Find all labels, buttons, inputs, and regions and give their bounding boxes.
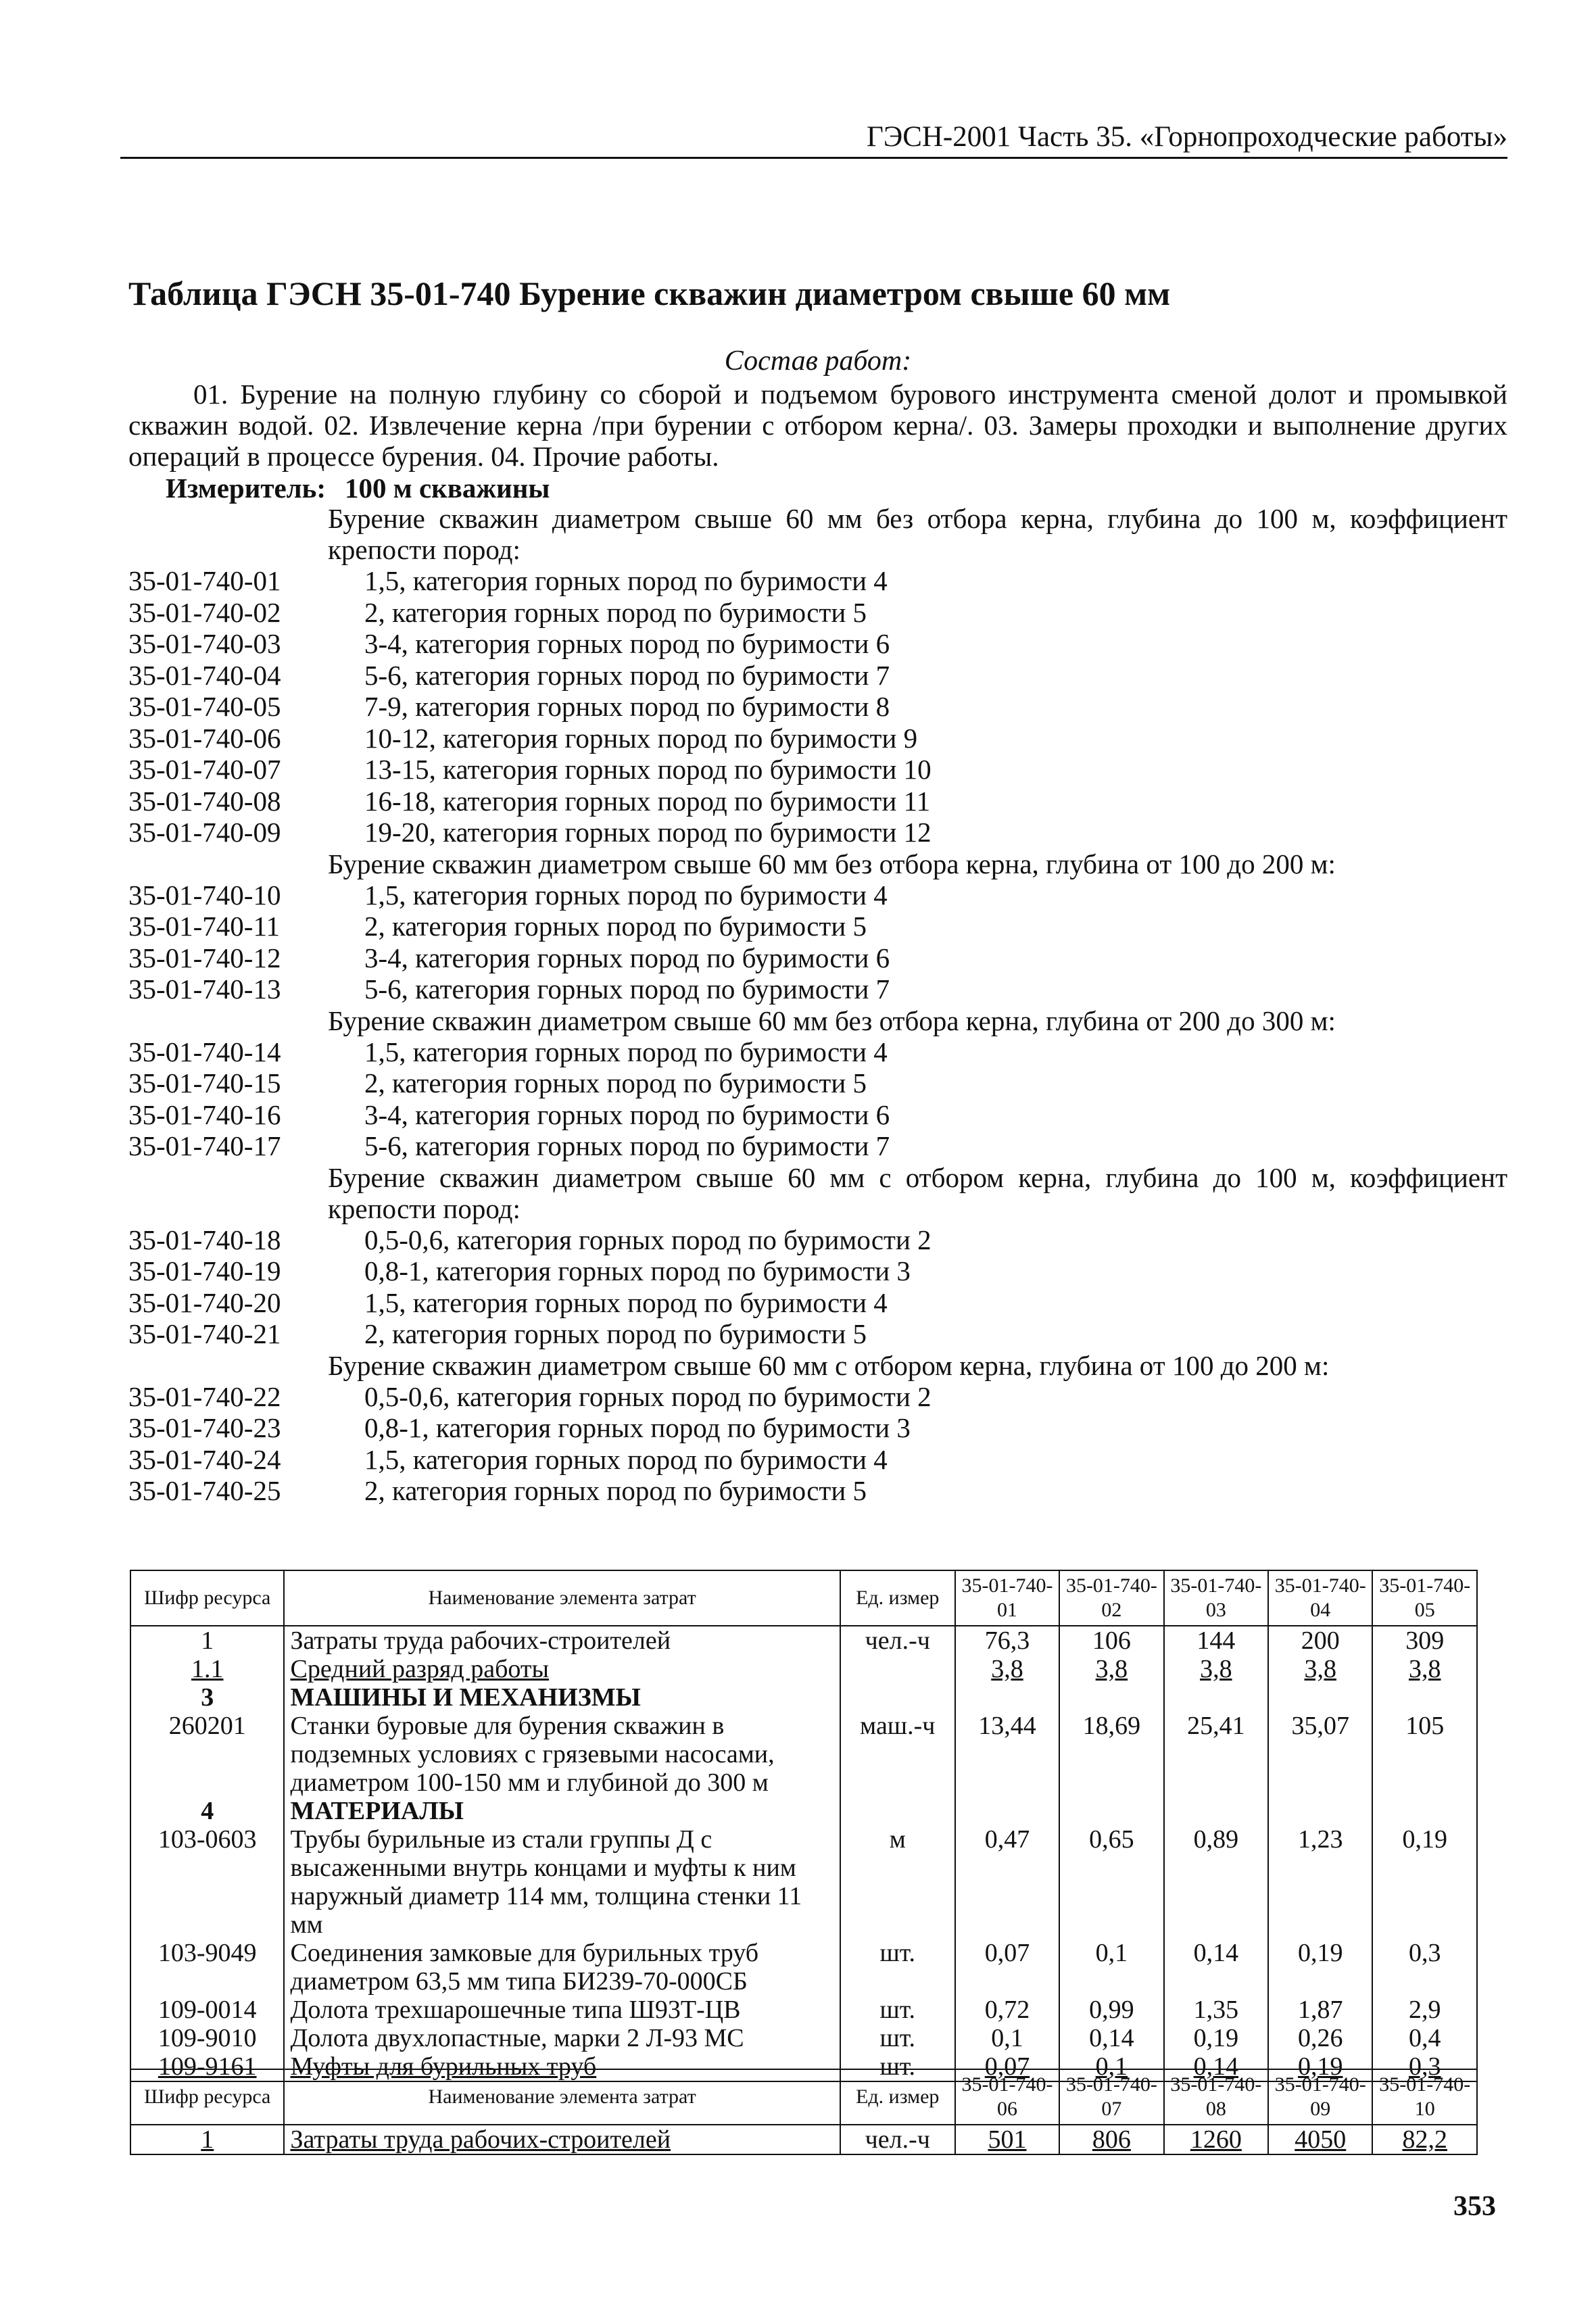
resource-code: 109-9161 xyxy=(130,2052,284,2081)
resource-value xyxy=(1268,1683,1372,1712)
resource-value: 82,2 xyxy=(1372,2125,1477,2154)
item-description: 1,5, категория горных пород по буримости 4 xyxy=(364,1036,888,1067)
item-code: 35-01-740-22 xyxy=(128,1380,281,1412)
header-norm-code: 35-01-740-03 xyxy=(1164,1570,1268,1626)
resource-value: 0,89 xyxy=(1164,1825,1268,1939)
resource-value: 0,1 xyxy=(1059,1939,1163,1996)
item-description: 2, категория горных пород по буримости 5 xyxy=(364,1067,867,1099)
group-heading: Бурение скважин диаметром свыше 60 мм с отбором керна, глубина до 100 м, коэффициент крепости пород: xyxy=(328,1161,1507,1224)
resource-value: 501 xyxy=(955,2125,1059,2154)
item-row xyxy=(128,942,1507,974)
item-description: 7-9, категория горных пород по буримости 8 xyxy=(364,691,890,722)
resource-value: 25,41 xyxy=(1164,1712,1268,1797)
item-code: 35-01-740-15 xyxy=(128,1067,281,1099)
resource-unit: шт. xyxy=(840,2052,955,2081)
resource-value: 105 xyxy=(1372,1712,1477,1797)
item-row xyxy=(128,973,1507,1005)
resource-name: Муфты для бурильных труб xyxy=(284,2052,840,2081)
resource-value: 1,35 xyxy=(1164,1996,1268,2024)
table-header-row xyxy=(130,1570,1477,1626)
table-row xyxy=(130,1683,1477,1712)
item-code: 35-01-740-12 xyxy=(128,942,281,973)
resource-value: 3,8 xyxy=(1372,1655,1477,1683)
header-norm-code: 35-01-740-05 xyxy=(1372,1570,1477,1626)
resource-value: 1,87 xyxy=(1268,1996,1372,2024)
item-row xyxy=(128,754,1507,786)
item-description: 2, категория горных пород по буримости 5 xyxy=(364,911,867,942)
group-heading: Бурение скважин диаметром свыше 60 мм без отбора керна, глубина от 100 до 200 м: xyxy=(328,848,1336,879)
item-row xyxy=(128,1412,1507,1444)
resource-value: 0,14 xyxy=(1059,2024,1163,2052)
resource-value: 0,19 xyxy=(1372,1825,1477,1939)
resource-code: 3 xyxy=(130,1683,284,1712)
resource-value xyxy=(1164,1797,1268,1825)
resource-code: 109-0014 xyxy=(130,1996,284,2024)
items-block xyxy=(128,503,1507,1507)
resource-value: 0,1 xyxy=(1059,2052,1163,2081)
resource-code: 1 xyxy=(130,1626,284,1655)
table-header-row xyxy=(130,2069,1477,2125)
item-code: 35-01-740-13 xyxy=(128,973,281,1005)
item-code: 35-01-740-25 xyxy=(128,1475,281,1506)
table-title: Таблица ГЭСН 35-01-740 Бурение скважин диаметром свыше 60 мм xyxy=(128,274,1171,312)
table-row xyxy=(130,1825,1477,1939)
header-norm-code: 35-01-740-07 xyxy=(1059,2069,1163,2125)
resource-name: МАТЕРИАЛЫ xyxy=(284,1797,840,1825)
resource-value: 3,8 xyxy=(1059,1655,1163,1683)
item-row xyxy=(128,1130,1507,1162)
resource-value xyxy=(1164,1683,1268,1712)
item-description: 5-6, категория горных пород по буримости 7 xyxy=(364,973,890,1005)
header-name: Наименование элемента затрат xyxy=(284,1570,840,1626)
item-description: 0,5-0,6, категория горных пород по буримости 2 xyxy=(364,1224,932,1255)
running-header: ГЭСН-2001 Часть 35. «Горнопроходческие работы» xyxy=(866,121,1507,153)
resource-value: 0,14 xyxy=(1164,1939,1268,1996)
item-row xyxy=(128,628,1507,660)
resource-value: 0,4 xyxy=(1372,2024,1477,2052)
resource-name: Средний разряд работы xyxy=(284,1655,840,1683)
resource-unit xyxy=(840,1655,955,1683)
resource-unit xyxy=(840,1797,955,1825)
item-description: 3-4, категория горных пород по буримости 6 xyxy=(364,1099,890,1130)
item-row xyxy=(128,1381,1507,1413)
header-norm-code: 35-01-740-01 xyxy=(955,1570,1059,1626)
resource-name: Долота трехшарошечные типа Ш93Т-ЦВ xyxy=(284,1996,840,2024)
item-row xyxy=(128,565,1507,597)
resource-code: 103-0603 xyxy=(130,1825,284,1939)
resource-code: 260201 xyxy=(130,1712,284,1797)
group-heading: Бурение скважин диаметром свыше 60 мм без отбора керна, глубина от 200 до 300 м: xyxy=(328,1005,1336,1036)
resource-value xyxy=(1372,1683,1477,1712)
header-code: Шифр ресурса xyxy=(130,2069,284,2125)
resource-unit: шт. xyxy=(840,2024,955,2052)
item-row xyxy=(128,1099,1507,1131)
table-row xyxy=(130,1939,1477,1996)
resource-code: 1.1 xyxy=(130,1655,284,1683)
item-description: 1,5, категория горных пород по буримости 4 xyxy=(364,879,888,911)
item-row xyxy=(128,1444,1507,1476)
item-code: 35-01-740-11 xyxy=(128,911,280,942)
resource-value: 0,19 xyxy=(1164,2024,1268,2052)
table-row xyxy=(130,2125,1477,2154)
header-code: Шифр ресурса xyxy=(130,1570,284,1626)
item-code: 35-01-740-19 xyxy=(128,1255,281,1286)
resource-value: 806 xyxy=(1059,2125,1163,2154)
item-code: 35-01-740-17 xyxy=(128,1130,281,1161)
table-row xyxy=(130,1797,1477,1825)
item-code: 35-01-740-24 xyxy=(128,1443,281,1475)
item-description: 2, категория горных пород по буримости 5 xyxy=(364,596,867,628)
item-description: 1,5, категория горных пород по буримости 4 xyxy=(364,565,888,596)
resource-name: Соединения замковые для бурильных труб диаметром 63,5 мм типа БИ239-70-000СБ xyxy=(284,1939,840,1996)
resource-code: 4 xyxy=(130,1797,284,1825)
item-row xyxy=(128,597,1507,629)
item-code: 35-01-740-16 xyxy=(128,1099,281,1130)
header-norm-code: 35-01-740-08 xyxy=(1164,2069,1268,2125)
resource-code: 103-9049 xyxy=(130,1939,284,1996)
resource-value xyxy=(955,1797,1059,1825)
resource-name: Затраты труда рабочих-строителей xyxy=(284,2125,840,2154)
meter-label: Измеритель: xyxy=(166,473,327,504)
header-norm-code: 35-01-740-02 xyxy=(1059,1570,1163,1626)
resource-value: 309 xyxy=(1372,1626,1477,1655)
resource-unit: шт. xyxy=(840,1939,955,1996)
table-row xyxy=(130,2024,1477,2052)
resource-value xyxy=(1059,1797,1163,1825)
item-row xyxy=(128,1036,1507,1068)
item-code: 35-01-740-05 xyxy=(128,691,281,722)
item-description: 13-15, категория горных пород по буримости 10 xyxy=(364,754,932,785)
item-code: 35-01-740-23 xyxy=(128,1412,281,1443)
item-code: 35-01-740-10 xyxy=(128,879,281,911)
resource-value: 2,9 xyxy=(1372,1996,1477,2024)
item-code: 35-01-740-01 xyxy=(128,565,281,596)
resource-name: МАШИНЫ И МЕХАНИЗМЫ xyxy=(284,1683,840,1712)
item-row xyxy=(128,1067,1507,1099)
item-row xyxy=(128,660,1507,692)
header-norm-code: 35-01-740-09 xyxy=(1268,2069,1372,2125)
table-row xyxy=(130,1712,1477,1797)
resource-value: 0,47 xyxy=(955,1825,1059,1939)
resource-value: 200 xyxy=(1268,1626,1372,1655)
item-description: 1,5, категория горных пород по буримости 4 xyxy=(364,1443,888,1475)
item-description: 2, категория горных пород по буримости 5 xyxy=(364,1318,867,1349)
item-description: 5-6, категория горных пород по буримости 7 xyxy=(364,1130,890,1161)
item-description: 2, категория горных пород по буримости 5 xyxy=(364,1475,867,1506)
resource-code: 1 xyxy=(130,2125,284,2154)
page-number: 353 xyxy=(1453,2191,1496,2222)
item-code: 35-01-740-06 xyxy=(128,722,281,754)
resource-value: 0,1 xyxy=(955,2024,1059,2052)
header-rule xyxy=(120,157,1507,159)
item-row xyxy=(128,911,1507,942)
resource-value: 18,69 xyxy=(1059,1712,1163,1797)
item-description: 5-6, категория горных пород по буримости 7 xyxy=(364,659,890,691)
group-heading: Бурение скважин диаметром свыше 60 мм без отбора керна, глубина до 100 м, коэффициент крепости пород: xyxy=(328,503,1507,565)
resource-value: 0,26 xyxy=(1268,2024,1372,2052)
resource-unit: маш.-ч xyxy=(840,1712,955,1797)
item-row xyxy=(128,879,1507,911)
item-row xyxy=(128,1224,1507,1256)
meter-value: 100 м скважины xyxy=(345,473,550,504)
resource-unit: чел.-ч xyxy=(840,1626,955,1655)
group-heading: Бурение скважин диаметром свыше 60 мм с отбором керна, глубина от 100 до 200 м: xyxy=(328,1349,1330,1381)
resource-name: Станки буровые для бурения скважин в подземных условиях с грязевыми насосами, диаметром 100-150 мм и глубиной до 300 м xyxy=(284,1712,840,1797)
item-description: 3-4, категория горных пород по буримости 6 xyxy=(364,942,890,973)
resource-value: 3,8 xyxy=(1268,1655,1372,1683)
resource-value: 35,07 xyxy=(1268,1712,1372,1797)
resource-value: 0,19 xyxy=(1268,2052,1372,2081)
item-code: 35-01-740-21 xyxy=(128,1318,281,1349)
item-row xyxy=(128,723,1507,754)
item-description: 3-4, категория горных пород по буримости 6 xyxy=(364,628,890,659)
resource-name: Трубы бурильные из стали группы Д с высаженными внутрь концами и муфты к ним наружный диаметр 114 мм, толщина стенки 11 мм xyxy=(284,1825,840,1939)
item-description: 19-20, категория горных пород по буримости 12 xyxy=(364,817,932,848)
resource-value: 3,8 xyxy=(1164,1655,1268,1683)
resource-value: 0,3 xyxy=(1372,1939,1477,1996)
item-code: 35-01-740-04 xyxy=(128,659,281,691)
item-description: 0,8-1, категория горных пород по буримости 3 xyxy=(364,1412,911,1443)
resource-value: 0,14 xyxy=(1164,2052,1268,2081)
item-description: 0,5-0,6, категория горных пород по буримости 2 xyxy=(364,1380,932,1412)
resource-value xyxy=(955,1683,1059,1712)
item-description: 16-18, категория горных пород по буримости 11 xyxy=(364,785,931,817)
resource-value: 0,72 xyxy=(955,1996,1059,2024)
work-composition-heading: Состав работ: xyxy=(724,345,912,377)
resource-unit: чел.-ч xyxy=(840,2125,955,2154)
resource-unit xyxy=(840,1683,955,1712)
item-code: 35-01-740-03 xyxy=(128,628,281,659)
header-unit: Ед. измер xyxy=(840,2069,955,2125)
item-row xyxy=(128,1255,1507,1287)
resource-table-2 xyxy=(130,2069,1478,2155)
header-unit: Ед. измер xyxy=(840,1570,955,1626)
header-name: Наименование элемента затрат xyxy=(284,2069,840,2125)
resource-value xyxy=(1268,1797,1372,1825)
item-row xyxy=(128,691,1507,723)
table-row xyxy=(130,1655,1477,1683)
resource-code: 109-9010 xyxy=(130,2024,284,2052)
item-row xyxy=(128,786,1507,817)
resource-value: 76,3 xyxy=(955,1626,1059,1655)
resource-value: 0,07 xyxy=(955,1939,1059,1996)
resource-value: 0,19 xyxy=(1268,1939,1372,1996)
resource-value: 144 xyxy=(1164,1626,1268,1655)
resource-value: 1,23 xyxy=(1268,1825,1372,1939)
header-norm-code: 35-01-740-04 xyxy=(1268,1570,1372,1626)
resource-value: 3,8 xyxy=(955,1655,1059,1683)
item-description: 10-12, категория горных пород по буримости 9 xyxy=(364,722,918,754)
item-code: 35-01-740-09 xyxy=(128,817,281,848)
resource-value: 13,44 xyxy=(955,1712,1059,1797)
item-code: 35-01-740-02 xyxy=(128,596,281,628)
item-description: 0,8-1, категория горных пород по буримости 3 xyxy=(364,1255,911,1286)
header-norm-code: 35-01-740-10 xyxy=(1372,2069,1477,2125)
resource-value: 0,3 xyxy=(1372,2052,1477,2081)
item-description: 1,5, категория горных пород по буримости 4 xyxy=(364,1286,888,1318)
resource-name: Затраты труда рабочих-строителей xyxy=(284,1626,840,1655)
resource-unit: шт. xyxy=(840,1996,955,2024)
resource-value: 0,99 xyxy=(1059,1996,1163,2024)
item-row xyxy=(128,817,1507,848)
item-code: 35-01-740-20 xyxy=(128,1286,281,1318)
header-norm-code: 35-01-740-06 xyxy=(955,2069,1059,2125)
meter-line xyxy=(166,472,569,504)
resource-value: 0,65 xyxy=(1059,1825,1163,1939)
item-code: 35-01-740-07 xyxy=(128,754,281,785)
resource-value: 0,07 xyxy=(955,2052,1059,2081)
resource-value: 106 xyxy=(1059,1626,1163,1655)
item-row xyxy=(128,1475,1507,1507)
resource-value xyxy=(1372,1797,1477,1825)
item-code: 35-01-740-14 xyxy=(128,1036,281,1067)
resource-value: 4050 xyxy=(1268,2125,1372,2154)
resource-table-1 xyxy=(130,1570,1478,2082)
item-code: 35-01-740-08 xyxy=(128,785,281,817)
item-row xyxy=(128,1318,1507,1350)
resource-value: 1260 xyxy=(1164,2125,1268,2154)
item-code: 35-01-740-18 xyxy=(128,1224,281,1255)
item-row xyxy=(128,1287,1507,1319)
work-composition-text: 01. Бурение на полную глубину со сборой и подъемом бурового инструмента сменой долот и промывкой скважин водой. 02. Извлечение керна /при бурении с отбором керна/. 03. Замеры проходки и выполнение других операций в процессе бурения. 04. Прочие работы. xyxy=(128,379,1507,472)
table-row xyxy=(130,1626,1477,1655)
table-row xyxy=(130,1996,1477,2024)
resource-value xyxy=(1059,1683,1163,1712)
resource-name: Долота двухлопастные, марки 2 Л-93 МС xyxy=(284,2024,840,2052)
resource-unit: м xyxy=(840,1825,955,1939)
